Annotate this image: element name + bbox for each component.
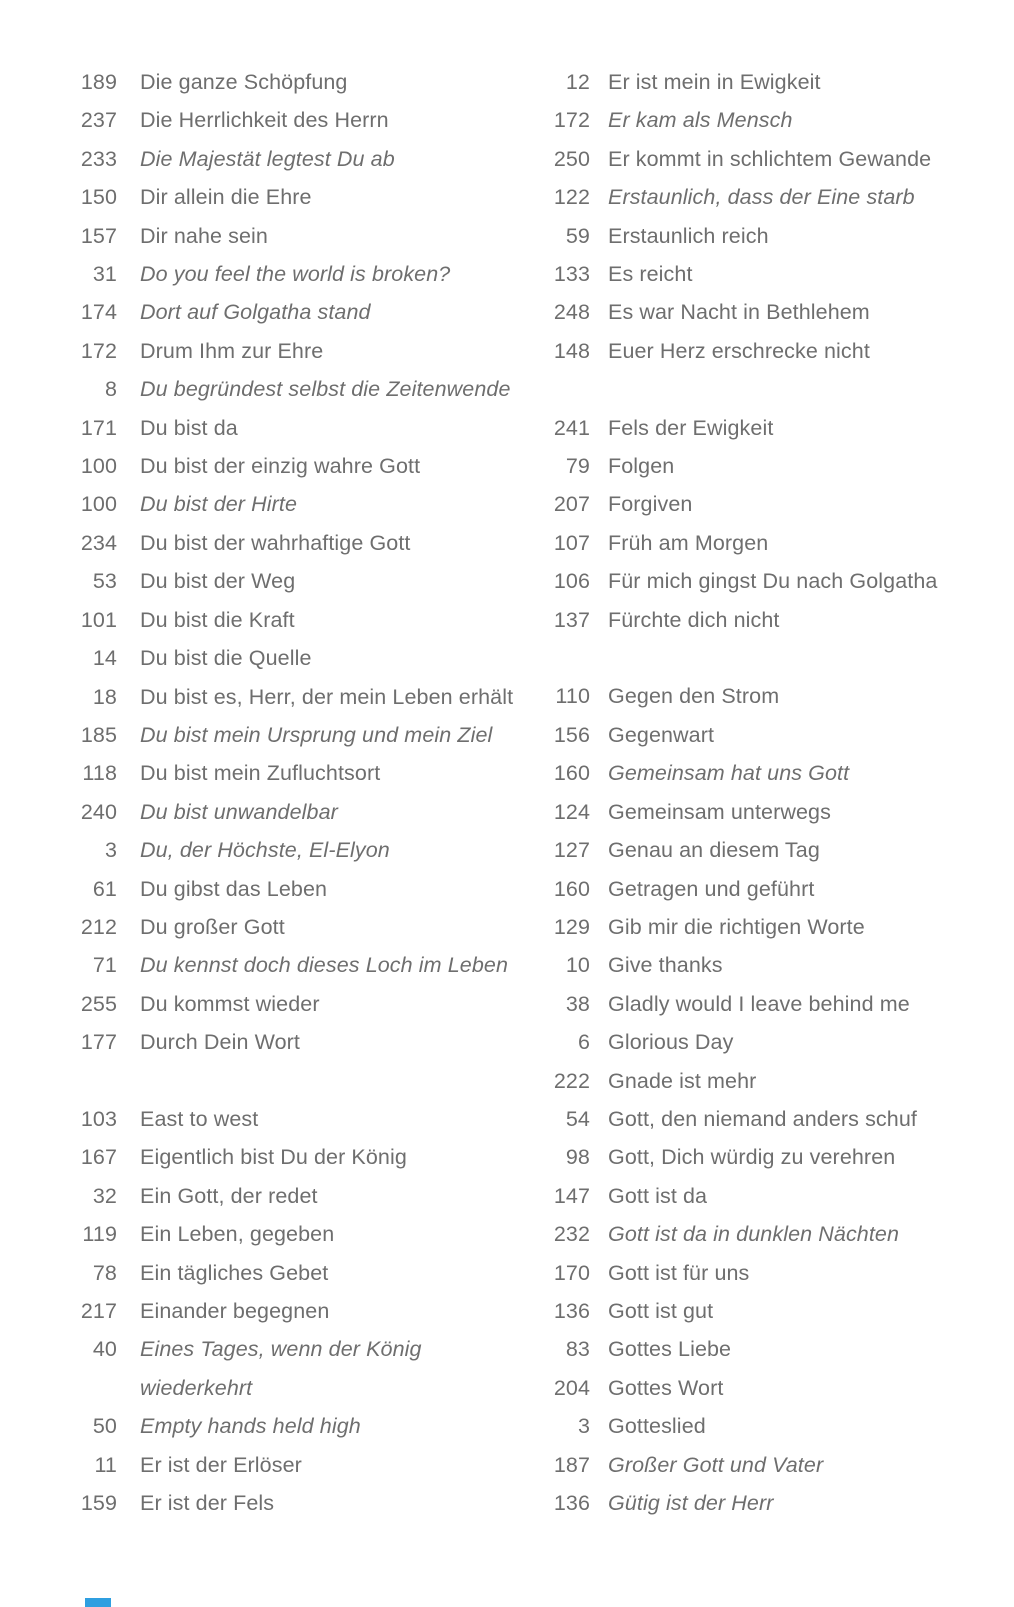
entry-number: 204 xyxy=(553,1375,590,1400)
entry-number: 59 xyxy=(565,223,590,248)
index-entry xyxy=(520,1292,990,1330)
entry-number: 170 xyxy=(553,1260,590,1285)
entry-number: 50 xyxy=(92,1414,117,1439)
index-entry xyxy=(520,255,990,293)
index-entry xyxy=(45,63,520,101)
entry-number: 3 xyxy=(577,1414,590,1439)
entry-number: 122 xyxy=(553,185,590,210)
index-entry xyxy=(45,1100,520,1138)
index-entry xyxy=(45,217,520,255)
index-entry xyxy=(520,793,990,831)
entry-title: Gotteslied xyxy=(608,1414,706,1439)
index-column-right xyxy=(520,63,990,1522)
entry-title: Du kennst doch dieses Loch im Leben xyxy=(140,953,509,978)
index-entry xyxy=(45,678,520,716)
entry-title: Gottes Wort xyxy=(608,1375,724,1400)
index-entry xyxy=(45,1215,520,1253)
entry-number: 232 xyxy=(553,1222,590,1247)
index-entry xyxy=(520,1446,990,1484)
entry-title: Gib mir die richtigen Worte xyxy=(608,914,865,939)
entry-number: 3 xyxy=(104,838,117,863)
entry-number: 61 xyxy=(92,876,117,901)
entry-number: 11 xyxy=(94,1452,117,1477)
entry-title: Glorious Day xyxy=(608,1030,734,1055)
entry-number: 185 xyxy=(80,722,117,747)
entry-title: Du bist der Weg xyxy=(140,569,296,594)
index-entry xyxy=(520,985,990,1023)
entry-title: Eines Tages, wenn der König wiederkehrt xyxy=(140,1337,422,1400)
entry-number: 160 xyxy=(553,761,590,786)
index-group-gap xyxy=(520,370,990,408)
entry-title: Du, der Höchste, El-Elyon xyxy=(140,838,390,863)
index-entry xyxy=(520,1177,990,1215)
index-entry xyxy=(520,101,990,139)
entry-number: 32 xyxy=(92,1183,117,1208)
entry-number: 159 xyxy=(80,1491,117,1516)
entry-number: 110 xyxy=(555,684,590,709)
entry-number: 167 xyxy=(80,1145,117,1170)
entry-number: 106 xyxy=(553,569,590,594)
index-entry xyxy=(520,1138,990,1176)
index-entry xyxy=(520,217,990,255)
entry-number: 187 xyxy=(553,1452,590,1477)
entry-number: 248 xyxy=(553,300,590,325)
entry-title: Gütig ist der Herr xyxy=(608,1491,774,1515)
entry-title: Ein tägliches Gebet xyxy=(140,1260,329,1285)
entry-title: Ein Leben, gegeben xyxy=(140,1222,335,1247)
entry-title: Gottes Liebe xyxy=(608,1337,732,1362)
entry-number: 53 xyxy=(92,569,117,594)
index-entry xyxy=(520,870,990,908)
entry-title: Du bist der wahrhaftige Gott xyxy=(140,530,411,555)
entry-title: Eigentlich bist Du der König xyxy=(140,1145,407,1170)
entry-title: Einander begegnen xyxy=(140,1298,330,1323)
entry-title: Es reicht xyxy=(608,262,693,287)
entry-number: 12 xyxy=(565,70,590,94)
entry-title: Die ganze Schöpfung xyxy=(140,70,348,94)
index-entry xyxy=(45,370,520,408)
index-entry xyxy=(45,1254,520,1292)
entry-number: 174 xyxy=(80,300,117,325)
index-entry xyxy=(520,1484,990,1522)
entry-number: 172 xyxy=(553,108,590,133)
index-entry xyxy=(45,255,520,293)
entry-number: 71 xyxy=(92,953,117,978)
entry-title: Früh am Morgen xyxy=(608,530,769,555)
entry-number: 171 xyxy=(80,415,117,440)
index-entry xyxy=(45,601,520,639)
entry-title: Gott, Dich würdig zu verehren xyxy=(608,1145,896,1170)
entry-number: 54 xyxy=(565,1106,590,1131)
entry-title: Du bist da xyxy=(140,415,238,440)
entry-title: Er ist mein in Ewigkeit xyxy=(608,70,821,94)
entry-title: Du bist der einzig wahre Gott xyxy=(140,454,421,479)
entry-number: 127 xyxy=(553,838,590,863)
index-entry xyxy=(45,1138,520,1176)
index-entry xyxy=(45,908,520,946)
entry-title: Dort auf Golgatha stand xyxy=(140,300,371,325)
entry-number: 79 xyxy=(565,454,590,479)
entry-number: 148 xyxy=(553,338,590,363)
entry-number: 103 xyxy=(80,1106,117,1131)
entry-number: 222 xyxy=(553,1068,590,1093)
entry-number: 147 xyxy=(553,1183,590,1208)
index-entry xyxy=(45,447,520,485)
index-group-gap xyxy=(520,639,990,677)
index-entry xyxy=(45,101,520,139)
index-entry xyxy=(520,447,990,485)
entry-title: Gott ist da in dunklen Nächten xyxy=(608,1222,900,1247)
entry-title: Euer Herz erschrecke nicht xyxy=(608,338,870,363)
entry-title: Er kam als Mensch xyxy=(608,108,793,133)
entry-number: 31 xyxy=(92,262,117,287)
entry-title: Durch Dein Wort xyxy=(140,1030,301,1055)
index-entry xyxy=(45,140,520,178)
entry-number: 237 xyxy=(80,108,117,133)
entry-title: Er kommt in schlichtem Gewande xyxy=(608,146,932,171)
page-corner-marker xyxy=(85,1598,111,1607)
entry-title: Gott ist gut xyxy=(608,1298,714,1323)
entry-number: 255 xyxy=(80,991,117,1016)
entry-number: 217 xyxy=(80,1298,117,1323)
index-entry xyxy=(520,293,990,331)
entry-title: Fürchte dich nicht xyxy=(608,607,780,632)
entry-number: 233 xyxy=(80,146,117,171)
entry-number: 234 xyxy=(80,530,117,555)
index-entry xyxy=(520,332,990,370)
entry-title: Genau an diesem Tag xyxy=(608,838,820,863)
index-entry xyxy=(45,1407,520,1445)
entry-number: 133 xyxy=(553,262,590,287)
index-entry xyxy=(520,178,990,216)
entry-title: Fels der Ewigkeit xyxy=(608,415,774,440)
index-entry xyxy=(45,754,520,792)
entry-title: Du begründest selbst die Zeitenwende xyxy=(140,377,511,402)
index-entry xyxy=(45,831,520,869)
entry-title: Folgen xyxy=(608,454,675,479)
entry-title: Du bist mein Zufluchtsort xyxy=(140,761,381,786)
index-entry xyxy=(520,1023,990,1061)
entry-number: 189 xyxy=(80,70,117,94)
entry-title: Drum Ihm zur Ehre xyxy=(140,338,324,363)
entry-title: Getragen und geführt xyxy=(608,876,815,901)
entry-title: Du bist mein Ursprung und mein Ziel xyxy=(140,722,493,747)
entry-number: 137 xyxy=(553,607,590,632)
entry-number: 119 xyxy=(82,1222,117,1247)
index-entry xyxy=(520,1369,990,1407)
entry-title: Gemeinsam hat uns Gott xyxy=(608,761,850,786)
entry-title: Empty hands held high xyxy=(140,1414,361,1439)
index-entry xyxy=(45,1484,520,1522)
entry-number: 83 xyxy=(565,1337,590,1362)
entry-number: 107 xyxy=(553,530,590,555)
entry-title: Gegenwart xyxy=(608,722,715,747)
entry-title: Forgiven xyxy=(608,492,693,517)
entry-number: 150 xyxy=(80,185,117,210)
index-entry xyxy=(520,1407,990,1445)
entry-title: Er ist der Erlöser xyxy=(140,1452,302,1477)
index-entry xyxy=(520,754,990,792)
entry-title: Erstaunlich reich xyxy=(608,223,769,248)
entry-number: 136 xyxy=(553,1491,590,1515)
index-entry xyxy=(45,1023,520,1061)
index-entry xyxy=(520,1330,990,1368)
entry-number: 10 xyxy=(565,953,590,978)
index-entry xyxy=(45,409,520,447)
entry-number: 8 xyxy=(104,377,117,402)
entry-number: 207 xyxy=(553,492,590,517)
entry-title: Du bist unwandelbar xyxy=(140,799,338,824)
index-group-gap xyxy=(45,1062,520,1100)
entry-title: Gemeinsam unterwegs xyxy=(608,799,831,824)
index-entry xyxy=(45,293,520,331)
entry-number: 18 xyxy=(92,684,117,709)
index-entry xyxy=(520,1062,990,1100)
entry-number: 177 xyxy=(80,1030,117,1055)
index-entry xyxy=(45,1292,520,1330)
entry-title: Für mich gingst Du nach Golgatha xyxy=(608,569,938,594)
index-entry xyxy=(45,1177,520,1215)
index-entry xyxy=(520,677,990,715)
index-entry xyxy=(520,140,990,178)
entry-title: Es war Nacht in Bethlehem xyxy=(608,300,870,325)
entry-title: Dir allein die Ehre xyxy=(140,185,312,210)
entry-title: Er ist der Fels xyxy=(140,1491,275,1516)
index-entry xyxy=(520,601,990,639)
entry-title: Du gibst das Leben xyxy=(140,876,328,901)
entry-number: 129 xyxy=(553,914,590,939)
index-entry xyxy=(45,524,520,562)
entry-number: 156 xyxy=(553,722,590,747)
entry-title: Großer Gott und Vater xyxy=(608,1452,824,1477)
entry-number: 6 xyxy=(577,1030,590,1055)
index-entry xyxy=(45,1446,520,1484)
index-entry xyxy=(45,985,520,1023)
entry-number: 100 xyxy=(80,492,117,517)
entry-title: Gott ist für uns xyxy=(608,1260,750,1285)
index-entry xyxy=(45,1330,520,1407)
entry-title: Do you feel the world is broken? xyxy=(140,262,451,287)
entry-title: Gott, den niemand anders schuf xyxy=(608,1106,917,1131)
index-entry xyxy=(45,562,520,600)
entry-title: Dir nahe sein xyxy=(140,223,268,248)
index-entry xyxy=(520,562,990,600)
entry-title: East to west xyxy=(140,1106,259,1131)
index-entry xyxy=(520,908,990,946)
entry-number: 240 xyxy=(80,799,117,824)
index-entry xyxy=(520,831,990,869)
index-entry xyxy=(520,524,990,562)
index-entry xyxy=(45,946,520,984)
entry-number: 40 xyxy=(92,1337,117,1362)
entry-title: Du bist es, Herr, der mein Leben erhält xyxy=(140,684,514,709)
index-column-left xyxy=(45,63,520,1522)
index-entry xyxy=(520,485,990,523)
entry-title: Gegen den Strom xyxy=(608,684,780,709)
entry-title: Die Herrlichkeit des Herrn xyxy=(140,108,389,133)
entry-number: 38 xyxy=(565,991,590,1016)
entry-number: 101 xyxy=(80,607,117,632)
entry-title: Du großer Gott xyxy=(140,914,285,939)
index-entry xyxy=(520,63,990,101)
entry-number: 241 xyxy=(553,415,590,440)
entry-number: 14 xyxy=(92,646,117,671)
index-entry xyxy=(520,946,990,984)
entry-number: 172 xyxy=(80,338,117,363)
index-entry xyxy=(45,716,520,754)
entry-number: 98 xyxy=(565,1145,590,1170)
entry-number: 250 xyxy=(553,146,590,171)
entry-number: 157 xyxy=(80,223,117,248)
entry-title: Gladly would I leave behind me xyxy=(608,991,910,1016)
index-entry xyxy=(520,1100,990,1138)
entry-number: 212 xyxy=(80,914,117,939)
entry-title: Gott ist da xyxy=(608,1183,708,1208)
index-entry xyxy=(520,1215,990,1253)
entry-title: Du bist die Kraft xyxy=(140,607,295,632)
entry-number: 160 xyxy=(553,876,590,901)
entry-title: Erstaunlich, dass der Eine starb xyxy=(608,185,915,210)
index-entry xyxy=(45,178,520,216)
entry-number: 118 xyxy=(82,761,117,786)
entry-number: 124 xyxy=(553,799,590,824)
entry-title: Du bist die Quelle xyxy=(140,646,312,671)
index-entry xyxy=(45,639,520,677)
index-entry xyxy=(45,870,520,908)
index-entry xyxy=(520,716,990,754)
index-entry xyxy=(520,409,990,447)
index-entry xyxy=(520,1254,990,1292)
entry-title: Ein Gott, der redet xyxy=(140,1183,318,1208)
entry-title: Die Majestät legtest Du ab xyxy=(140,146,395,171)
index-entry xyxy=(45,332,520,370)
index-entry xyxy=(45,485,520,523)
index-entry xyxy=(45,793,520,831)
entry-number: 136 xyxy=(553,1298,590,1323)
entry-title: Du kommst wieder xyxy=(140,991,320,1016)
entry-title: Gnade ist mehr xyxy=(608,1068,757,1093)
entry-number: 100 xyxy=(80,454,117,479)
entry-title: Give thanks xyxy=(608,953,723,978)
entry-number: 78 xyxy=(92,1260,117,1285)
entry-title: Du bist der Hirte xyxy=(140,492,298,517)
